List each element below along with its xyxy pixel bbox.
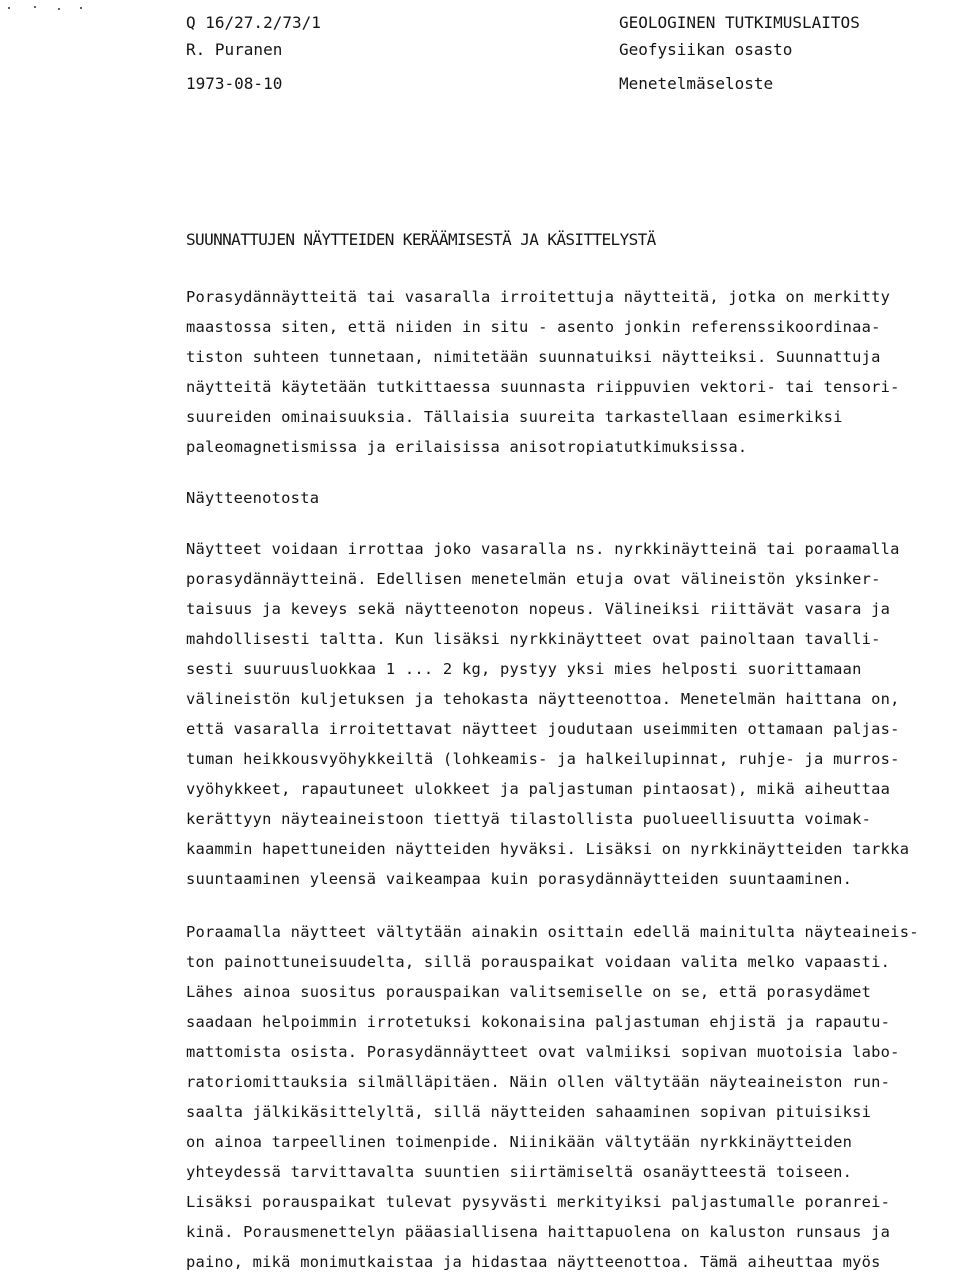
text-line: välineistön kuljetuksen ja tehokasta näytteenottoa. Menetelmän haittana on, xyxy=(186,690,900,708)
text-line: paleomagnetismissa ja erilaisissa anisotropiatutkimuksissa. xyxy=(186,438,748,456)
text-line: tiston suhteen tunnetaan, nimitetään suunnatuiksi näytteiksi. Suunnattuja xyxy=(186,348,881,366)
document-reference: Q 16/27.2/73/1 xyxy=(186,13,321,32)
text-line: maastossa siten, että niiden in situ - asento jonkin referenssikoordinaa- xyxy=(186,318,881,336)
text-line: on ainoa tarpeellinen toimenpide. Niinikään vältytään nyrkkinäytteiden xyxy=(186,1133,853,1151)
text-line: Lisäksi porauspaikat tulevat pysyvästi merkityiksi paljastumalle poranrei- xyxy=(186,1193,891,1211)
text-line: mattomista osista. Porasydännäytteet ovat valmiiksi sopivan muotoisia labo- xyxy=(186,1043,900,1061)
text-line: kerättyyn näyteaineistoon tiettyä tilastollista puolueellisuutta voimak- xyxy=(186,810,872,828)
document-date: 1973-08-10 xyxy=(186,74,283,93)
document-title: SUUNNATTUJEN NÄYTTEIDEN KERÄÄMISESTÄ JA KÄSITTELYSTÄ xyxy=(186,230,656,249)
text-line: paino, mikä monimutkaistaa ja hidastaa näytteenottoa. Tämä aiheuttaa myös xyxy=(186,1253,881,1271)
text-line: ton painottuneisuudelta, sillä porauspaikat voidaan valita melko vapaasti. xyxy=(186,953,891,971)
text-line: ratoriomittauksia silmälläpitäen. Näin ollen vältytään näyteaineiston run- xyxy=(186,1073,891,1091)
text-line: mahdollisesti taltta. Kun lisäksi nyrkkinäytteet ovat painoltaan tavalli- xyxy=(186,630,881,648)
text-line: sesti suuruusluokkaa 1 ... 2 kg, pystyy yksi mies helposti suorittamaan xyxy=(186,660,862,678)
document-type: Menetelmäseloste xyxy=(619,74,774,93)
text-line: kaammin hapettuneiden näytteiden hyväksi. Lisäksi on nyrkkinäytteiden tarkka xyxy=(186,840,910,858)
text-line: porasydännäytteinä. Edellisen menetelmän etuja ovat välineistön yksinker- xyxy=(186,570,881,588)
department-name: Geofysiikan osasto xyxy=(619,40,793,59)
text-line: vyöhykkeet, rapautuneet ulokkeet ja paljastuman pintaosat), mikä aiheuttaa xyxy=(186,780,891,798)
text-line: saadaan helpoimmin irrotetuksi kokonaisina paljastuman ehjistä ja rapautu- xyxy=(186,1013,891,1031)
text-line: Näytteet voidaan irrottaa joko vasaralla ns. nyrkkinäytteinä tai poraamalla xyxy=(186,540,900,558)
text-line: kinä. Porausmenettelyn pääasiallisena haittapuolena on kaluston runsaus ja xyxy=(186,1223,891,1241)
text-line: suureiden ominaisuuksia. Tällaisia suureita tarkastellaan esimerkiksi xyxy=(186,408,843,426)
text-line: taisuus ja keveys sekä näytteenoton nopeus. Välineiksi riittävät vasara ja xyxy=(186,600,891,618)
institution-name: GEOLOGINEN TUTKIMUSLAITOS xyxy=(619,13,860,32)
text-line: Lähes ainoa suositus porauspaikan valitsemiselle on se, että porasydämet xyxy=(186,983,872,1001)
text-line: Poraamalla näytteet vältytään ainakin osittain edellä mainitulta näyteaineis- xyxy=(186,923,919,941)
text-line: että vasaralla irroitettavat näytteet joudutaan useimmiten ottamaan paljas- xyxy=(186,720,900,738)
text-line: Porasydännäytteitä tai vasaralla irroitettuja näytteitä, jotka on merkitty xyxy=(186,288,891,306)
text-line: saalta jälkikäsittelyltä, sillä näytteiden sahaaminen sopivan pituisiksi xyxy=(186,1103,872,1121)
text-line: yhteydessä tarvittavalta suuntien siirtämiseltä osanäytteestä toiseen. xyxy=(186,1163,853,1181)
text-line: näytteitä käytetään tutkittaessa suunnasta riippuvien vektori- tai tensori- xyxy=(186,378,900,396)
section-heading: Näytteenotosta xyxy=(186,489,320,507)
author-name: R. Puranen xyxy=(186,40,283,59)
text-line: suuntaaminen yleensä vaikeampaa kuin porasydännäytteiden suuntaaminen. xyxy=(186,870,853,888)
text-line: tuman heikkousvyöhykkeiltä (lohkeamis- ja halkeilupinnat, ruhje- ja murros- xyxy=(186,750,900,768)
